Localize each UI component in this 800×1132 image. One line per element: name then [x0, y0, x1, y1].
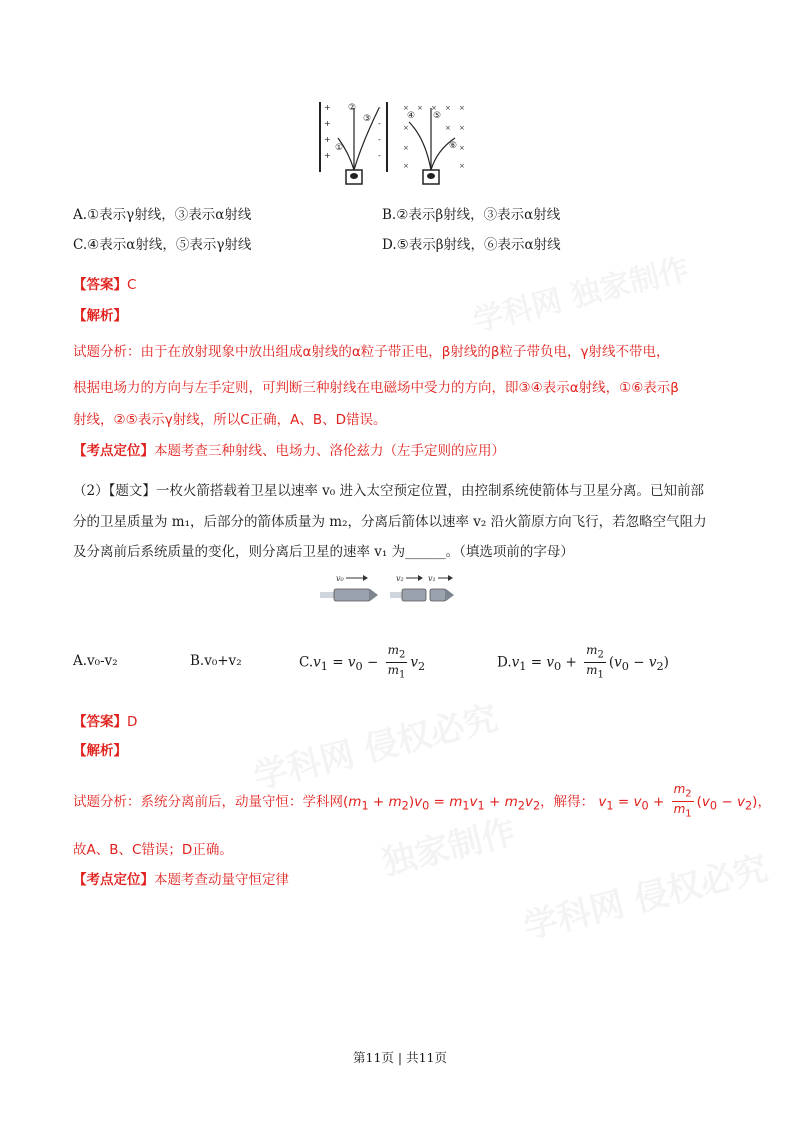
rocket-separation-figure [318, 572, 458, 610]
q2-option-c-prefix: C. [299, 654, 314, 671]
svg-text:-: - [378, 151, 381, 160]
svg-text:×: × [445, 104, 451, 112]
svg-text:-: - [378, 103, 381, 112]
answer-2 [73, 712, 137, 732]
analysis-line-2: 根据电场力的方向与左手定则，可判断三种射线在电磁场中受力的方向，即③④表示α射线，①⑥表示β [73, 380, 679, 396]
svg-text:×: × [459, 162, 465, 170]
svg-text:×: × [445, 124, 451, 132]
v0-label: v₀ [336, 574, 344, 583]
svg-text:×: × [403, 144, 409, 152]
q2-analysis-line-2: 故A、B、C错误；D正确。 [73, 842, 233, 858]
q2-analysis-solve: ，解得： [540, 793, 595, 810]
option-c: C.④表示α射线，⑤表示γ射线 [73, 237, 252, 253]
watermark: 学科网 侵权必究 [519, 848, 772, 948]
svg-text:+: + [324, 135, 331, 144]
label-1: ① [335, 143, 344, 153]
svg-text:×: × [403, 104, 409, 112]
option-b: B.②表示β射线，③表示α射线 [382, 207, 561, 223]
svg-text:-: - [378, 135, 381, 144]
answer-tag: 【答案】 [73, 714, 127, 730]
watermark: 学科网 侵权必究 [249, 698, 502, 798]
radiation-field-figure [315, 98, 475, 188]
svg-text:×: × [417, 104, 423, 112]
analysis-line-1: 试题分析：由于在放射现象中放出组成α射线的α粒子带正电，β射线的β粒子带负电，γ射线不带电， [73, 344, 670, 360]
kaodian-text: 本题考查三种射线、电场力、洛伦兹力（左手定则的应用） [154, 443, 505, 459]
analysis-tag-1: 【解析】 [73, 308, 127, 324]
svg-text:+: + [324, 119, 331, 128]
answer-value: C [127, 277, 137, 293]
analysis-tag-2: 【解析】 [73, 743, 127, 759]
option-a: A.①表示γ射线，③表示α射线 [73, 207, 252, 223]
svg-text:×: × [459, 124, 465, 132]
watermark: 独家制作 [378, 812, 520, 884]
svg-text:×: × [459, 104, 465, 112]
kaodian-tag: 【考点定位】 [73, 443, 154, 459]
q2-stem-line-1: （2）【题文】一枚火箭搭载着卫星以速率 v₀ 进入太空预定位置，由控制系统使箭体与卫星分离。已知前部 [73, 483, 704, 499]
kaodian-2 [73, 870, 289, 890]
answer-value: D [127, 714, 138, 730]
q2-option-d: $D.v_1 = v_0$ + $\frac{m_2}{m_1}$ $(v_0 - v_2)$ [497, 643, 669, 681]
kaodian-tag: 【考点定位】 [73, 872, 154, 888]
option-d: D.⑤表示β射线，⑥表示α射线 [382, 237, 561, 253]
v2-label: v₂ [396, 574, 404, 583]
svg-text:×: × [403, 162, 409, 170]
answer-1 [73, 275, 136, 295]
svg-text:-: - [378, 119, 381, 128]
q2-option-b: B.v₀+v₂ [190, 653, 242, 669]
label-5: ⑤ [433, 111, 442, 121]
kaodian-text: 本题考查动量守恒定律 [154, 872, 289, 888]
svg-text:×: × [403, 124, 409, 132]
page-footer: 第11页 | 共11页 [353, 1050, 447, 1065]
label-6: ⑥ [449, 141, 458, 151]
q2-option-a: A.v₀-v₂ [73, 653, 118, 669]
label-4: ④ [407, 111, 416, 121]
q2-analysis-prefix: 试题分析：系统分离前后，动量守恒：学科网 [73, 793, 343, 810]
analysis-line-3: 射线，②⑤表示γ射线，所以C正确，A、B、D错误。 [73, 412, 387, 428]
q2-analysis-line-1: 试题分析：系统分离前后，动量守恒：学科网$(m_1 + m_2)v_0 = m_1v_1 + m_2v_2$，解得： $v_1 = v_0$ + $\frac{m_2}{m_1}$ $(v_0 - v_2)$， [73, 782, 771, 820]
svg-text:×: × [431, 104, 437, 112]
q2-stem-line-3: 及分离前后系统质量的变化，则分离后卫星的速率 v₁ 为______。（填选项前的字母） [73, 544, 574, 560]
svg-text:+: + [324, 151, 331, 160]
label-2: ② [348, 103, 357, 113]
answer-tag: 【答案】 [73, 277, 127, 293]
q2-stem-line-2: 分的卫星质量为 m₁，后部分的箭体质量为 m₂，分离后箭体以速率 v₂ 沿火箭原方向飞行，若忽略空气阻力 [73, 514, 707, 530]
svg-text:×: × [459, 144, 465, 152]
q2-option-c: $C.v_1 = v_0$ − $\frac{m_2}{m_1}$ $v_2$ [299, 643, 426, 681]
q2-option-d-prefix: D. [497, 654, 512, 671]
label-3: ③ [363, 114, 372, 124]
kaodian-1 [73, 441, 505, 461]
watermark: 学科网 独家制作 [469, 251, 693, 340]
v1-label: v₁ [428, 574, 436, 583]
svg-text:+: + [324, 103, 331, 112]
